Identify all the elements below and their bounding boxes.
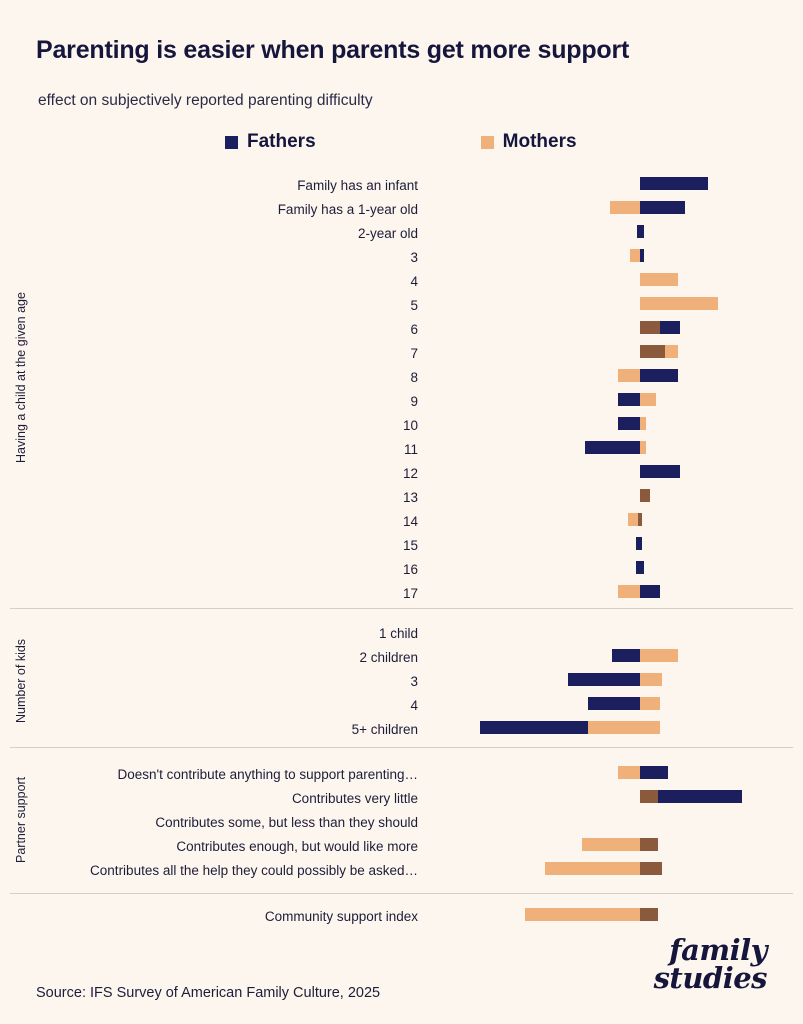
bar-segment-overlap <box>640 321 660 334</box>
row-label: Family has a 1-year old <box>277 202 418 217</box>
brand-logo <box>653 932 767 995</box>
bar-segment-overlap <box>638 513 642 526</box>
chart-row <box>0 908 803 925</box>
chart-row <box>0 249 803 266</box>
bar-segment-fathers <box>636 561 644 574</box>
legend-label-mothers: Mothers <box>502 131 577 152</box>
bar-segment-fathers <box>640 585 660 598</box>
bar-segment-fathers <box>480 721 588 734</box>
group-divider <box>10 893 793 894</box>
row-label: 3 <box>410 674 418 689</box>
chart-row <box>0 697 803 714</box>
chart-row <box>0 417 803 434</box>
chart-row <box>0 537 803 554</box>
row-label: Contributes enough, but would like more <box>176 839 418 854</box>
chart-row <box>0 321 803 338</box>
row-label: Contributes some, but less than they should <box>155 815 418 830</box>
chart-row <box>0 225 803 242</box>
chart-row <box>0 273 803 290</box>
row-label: 11 <box>403 442 418 457</box>
bar-segment-mothers <box>640 273 678 286</box>
bar-segment-mothers <box>640 297 718 310</box>
chart-row <box>0 489 803 506</box>
chart-row <box>0 766 803 783</box>
row-label: 2-year old <box>357 226 418 241</box>
chart-row <box>0 513 803 530</box>
chart-row <box>0 790 803 807</box>
legend-label-fathers: Fathers <box>247 131 316 152</box>
bar-segment-fathers <box>637 225 644 238</box>
row-label: Community support index <box>264 909 418 924</box>
chart-row <box>0 345 803 362</box>
bar-segment-mothers <box>665 345 678 358</box>
chart-row <box>0 441 803 458</box>
chart-row <box>0 369 803 386</box>
chart-row <box>0 465 803 482</box>
bar-segment-mothers <box>640 673 662 686</box>
bar-segment-mothers <box>640 649 678 662</box>
bar-segment-fathers <box>618 417 640 430</box>
bar-segment-mothers <box>582 838 640 851</box>
chart-row <box>0 585 803 602</box>
bar-segment-fathers <box>640 465 680 478</box>
bar-segment-overlap <box>640 345 665 358</box>
bar-segment-mothers <box>640 441 646 454</box>
row-label: Contributes all the help they could possibly be asked… <box>90 863 418 878</box>
bar-segment-overlap <box>640 862 662 875</box>
row-label: 17 <box>402 586 418 601</box>
group-label: Having a child at the given age <box>14 292 28 463</box>
row-label: 5 <box>410 298 418 313</box>
chart-row <box>0 673 803 690</box>
chart-row <box>0 625 803 642</box>
bar-segment-mothers <box>640 393 656 406</box>
row-label: 4 <box>410 274 418 289</box>
row-label: 1 child <box>378 626 418 641</box>
bar-segment-fathers <box>585 441 640 454</box>
chart-row <box>0 561 803 578</box>
chart-row <box>0 393 803 410</box>
bar-segment-fathers <box>568 673 640 686</box>
row-label: 14 <box>402 514 418 529</box>
row-label: Contributes very little <box>291 791 418 806</box>
row-label: 9 <box>410 394 418 409</box>
chart-row <box>0 862 803 879</box>
bar-segment-overlap <box>640 790 658 803</box>
bar-segment-mothers <box>630 249 640 262</box>
bar-segment-fathers <box>640 766 668 779</box>
chart-row <box>0 814 803 831</box>
chart-row <box>0 649 803 666</box>
chart-subtitle: effect on subjectively reported parenting difficulty <box>38 92 373 109</box>
bar-segment-fathers <box>660 321 680 334</box>
bar-segment-fathers <box>636 537 642 550</box>
row-label: Family has an infant <box>297 178 418 193</box>
row-label: 5+ children <box>351 722 418 737</box>
chart-row <box>0 721 803 738</box>
brand-line-2: studies <box>653 960 767 995</box>
bar-segment-mothers <box>588 721 660 734</box>
chart-row <box>0 201 803 218</box>
bar-segment-mothers <box>610 201 640 214</box>
row-label: 13 <box>402 490 418 505</box>
row-label: 3 <box>410 250 418 265</box>
bar-segment-mothers <box>628 513 638 526</box>
source-note: Source: IFS Survey of American Family Culture, 2025 <box>36 985 381 1001</box>
group-label: Number of kids <box>14 638 28 724</box>
bar-segment-overlap <box>640 908 658 921</box>
bar-segment-overlap <box>640 489 650 502</box>
bar-segment-overlap <box>640 838 658 851</box>
bar-segment-fathers <box>640 369 678 382</box>
bar-segment-fathers <box>618 393 640 406</box>
bar-segment-fathers <box>640 177 708 190</box>
chart-row <box>0 838 803 855</box>
chart-row <box>0 177 803 194</box>
bar-segment-fathers <box>612 649 640 662</box>
row-label: 10 <box>402 418 418 433</box>
row-label: 12 <box>402 466 418 481</box>
bar-segment-fathers <box>588 697 640 710</box>
row-label: 8 <box>410 370 418 385</box>
row-label: 4 <box>410 698 418 713</box>
bar-segment-fathers <box>658 790 742 803</box>
row-label: 7 <box>410 346 418 361</box>
chart-row <box>0 297 803 314</box>
row-label: 6 <box>410 322 418 337</box>
bar-segment-mothers <box>618 766 640 779</box>
bar-segment-mothers <box>618 585 640 598</box>
bar-segment-mothers <box>618 369 640 382</box>
row-label: Doesn't contribute anything to support parenting… <box>117 767 418 782</box>
group-label: Partner support <box>14 776 28 864</box>
bar-segment-fathers <box>640 249 644 262</box>
bar-segment-mothers <box>525 908 640 921</box>
row-label: 15 <box>402 538 418 553</box>
row-label: 16 <box>402 562 418 577</box>
row-label: 2 children <box>359 650 418 665</box>
group-divider <box>10 608 793 609</box>
bar-segment-mothers <box>640 697 660 710</box>
bar-segment-fathers <box>640 201 685 214</box>
page-title: Parenting is easier when parents get more support <box>36 36 630 64</box>
bar-segment-mothers <box>545 862 640 875</box>
group-divider <box>10 747 793 748</box>
brand-line-1: family <box>669 932 767 967</box>
bar-segment-mothers <box>640 417 646 430</box>
